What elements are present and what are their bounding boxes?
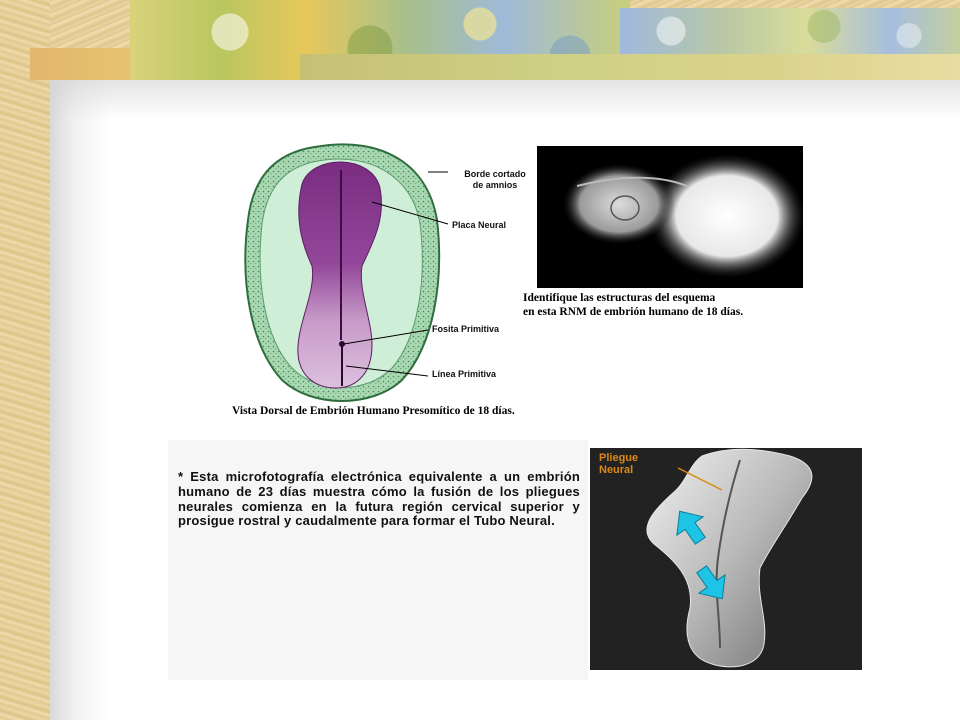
page-shadow	[50, 80, 960, 120]
description-panel	[168, 440, 588, 680]
leaf-collage-banner-right	[620, 8, 960, 54]
label-fosita-primitiva: Fosita Primitiva	[432, 324, 500, 334]
mri-image	[537, 146, 803, 288]
label-pliegue-neural: Pliegue Neural	[599, 452, 639, 476]
description-paragraph: * Esta microfotografía electrónica equivalente a un embrión humano de 23 días muestra cómo la fusión de los pliegues neurales comienza en la futura región cervical superior y prosigue rostral y caudalmente para formar el Tubo Neural.	[178, 469, 580, 529]
label-linea-primitiva: Línea Primitiva	[432, 369, 497, 379]
parchment-left-border	[0, 0, 50, 720]
sem-micrograph	[590, 448, 862, 670]
label-placa-neural: Placa Neural	[452, 220, 507, 230]
caption-mri-line2: en esta RNM de embrión humano de 18 días.	[523, 306, 744, 318]
label-borde-cortado: Borde cortado de amnios	[464, 169, 526, 190]
banner-sweep	[300, 54, 960, 80]
caption-embryo: Vista Dorsal de Embrión Humano Presomítico de 18 días.	[232, 405, 515, 417]
caption-mri-line1: Identifique las estructuras del esquema	[523, 292, 716, 304]
sem-embryo-body	[647, 449, 812, 667]
embryo-diagram-figure	[232, 140, 808, 422]
